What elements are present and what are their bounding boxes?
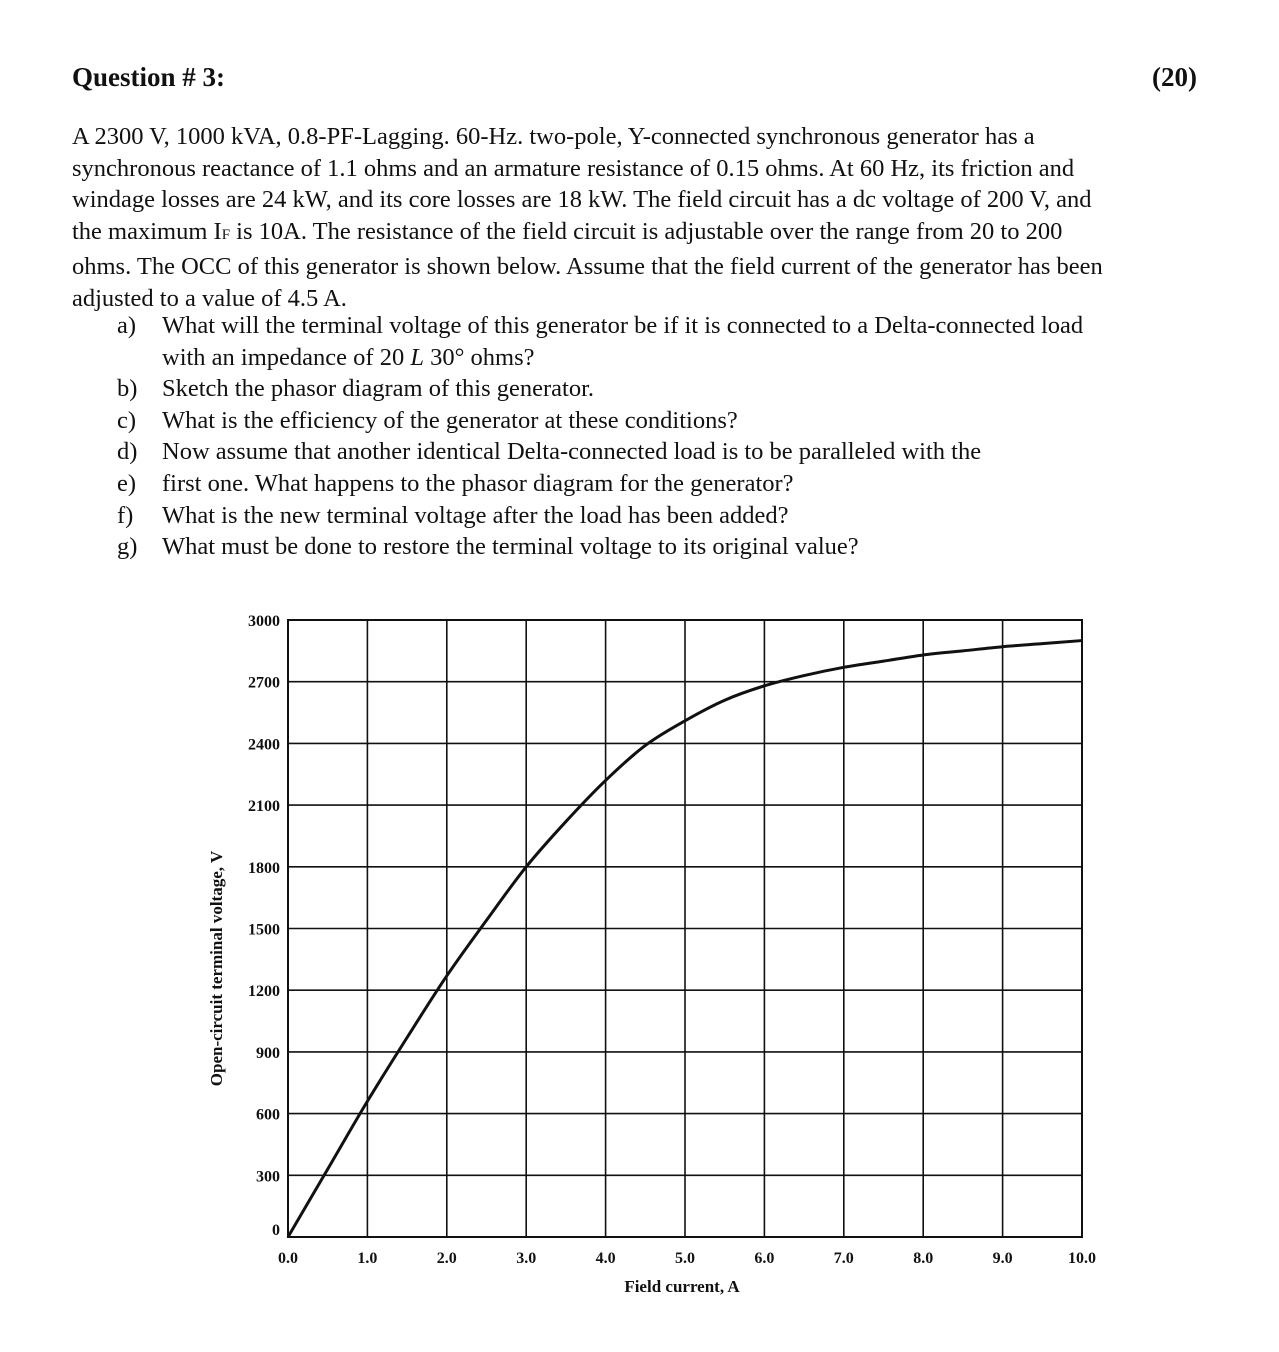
y-axis-label: Open-circuit terminal voltage, V bbox=[207, 850, 226, 1087]
x-tick-label: 1.0 bbox=[357, 1250, 378, 1267]
statement-line: A 2300 V, 1000 kVA, 0.8-PF-Lagging. 60-Hz. two-pole, Y-connected synchronous generator has a bbox=[72, 123, 1035, 150]
occ-chart bbox=[190, 595, 1120, 1315]
item-text: What must be done to restore the terminal voltage to its original value? bbox=[162, 533, 859, 561]
list-item bbox=[117, 373, 1083, 405]
x-tick-label: 7.0 bbox=[833, 1250, 854, 1267]
statement-text: is 10A. The resistance of the field circuit is adjustable over the range from 20 to 200 bbox=[230, 217, 1063, 245]
statement-line: ohms. The OCC of this generator is shown below. Assume that the field current of the generator has been bbox=[72, 253, 1103, 281]
y-tick-label: 2400 bbox=[248, 736, 280, 754]
problem-statement bbox=[72, 121, 1242, 315]
list-item bbox=[117, 531, 1083, 563]
y-tick-label: 1800 bbox=[248, 859, 280, 877]
item-label: c) bbox=[117, 406, 137, 434]
question-items bbox=[117, 310, 1083, 563]
y-tick-label: 1500 bbox=[248, 921, 280, 939]
item-label: g) bbox=[117, 533, 138, 561]
y-tick-label: 2100 bbox=[248, 798, 280, 816]
item-text: What is the new terminal voltage after the load has been added? bbox=[162, 501, 789, 529]
y-tick-label: 900 bbox=[256, 1044, 280, 1062]
list-item bbox=[117, 436, 1083, 468]
x-tick-label: 5.0 bbox=[675, 1250, 695, 1267]
x-tick-label: 9.0 bbox=[992, 1250, 1013, 1267]
list-item bbox=[117, 310, 1083, 373]
item-text: 30° ohms? bbox=[423, 343, 535, 371]
x-tick-label: 0.0 bbox=[278, 1250, 298, 1267]
item-text: with an impedance of 20 bbox=[162, 343, 411, 371]
item-text: Sketch the phasor diagram of this generator. bbox=[162, 375, 595, 403]
x-tick-label: 4.0 bbox=[595, 1250, 616, 1267]
x-tick-label: 10.0 bbox=[1068, 1250, 1096, 1267]
item-text-cont bbox=[162, 342, 1083, 374]
item-text: Now assume that another identical Delta-connected load is to be paralleled with the bbox=[162, 438, 982, 466]
x-tick-label: 6.0 bbox=[754, 1250, 775, 1267]
y-tick-label: 300 bbox=[256, 1168, 280, 1186]
y-tick-label: 1200 bbox=[248, 983, 280, 1001]
x-tick-label: 2.0 bbox=[436, 1250, 457, 1267]
item-label: f) bbox=[117, 501, 134, 529]
question-header bbox=[72, 62, 1197, 102]
field-current-subscript: F bbox=[221, 226, 231, 243]
statement-line: windage losses are 24 kW, and its core losses are 18 kW. The field circuit has a dc voltage of 200 V, and bbox=[72, 186, 1092, 214]
list-item bbox=[117, 500, 1083, 532]
statement-line: adjusted to a value of 4.5 A. bbox=[72, 284, 347, 312]
x-tick-label: 8.0 bbox=[913, 1250, 934, 1267]
question-title: Question # 3: bbox=[72, 62, 226, 92]
item-label: a) bbox=[117, 312, 137, 339]
list-item bbox=[117, 405, 1083, 437]
question-points: (20) bbox=[1152, 62, 1197, 92]
item-label: b) bbox=[117, 375, 138, 403]
item-text: first one. What happens to the phasor diagram for the generator? bbox=[162, 469, 794, 497]
y-tick-label: 600 bbox=[256, 1106, 280, 1124]
list-item bbox=[117, 468, 1083, 500]
statement-line: synchronous reactance of 1.1 ohms and an armature resistance of 0.15 ohms. At 60 Hz, its friction and bbox=[72, 154, 1075, 182]
statement-text: the maximum I bbox=[72, 217, 222, 245]
item-text: What is the efficiency of the generator at these conditions? bbox=[162, 406, 738, 434]
y-tick-label: 2700 bbox=[248, 674, 280, 692]
statement-line bbox=[72, 216, 1242, 252]
item-label: d) bbox=[117, 438, 138, 466]
x-tick-label: 3.0 bbox=[516, 1250, 537, 1267]
item-text: What will the terminal voltage of this generator be if it is connected to a Delta-connected load bbox=[162, 312, 1084, 339]
x-axis-label: Field current, A bbox=[624, 1277, 740, 1296]
y-tick-label: 3000 bbox=[248, 613, 280, 630]
y-tick-label: 0 bbox=[272, 1222, 280, 1239]
angle-symbol: L bbox=[410, 343, 424, 371]
item-label: e) bbox=[117, 469, 137, 497]
